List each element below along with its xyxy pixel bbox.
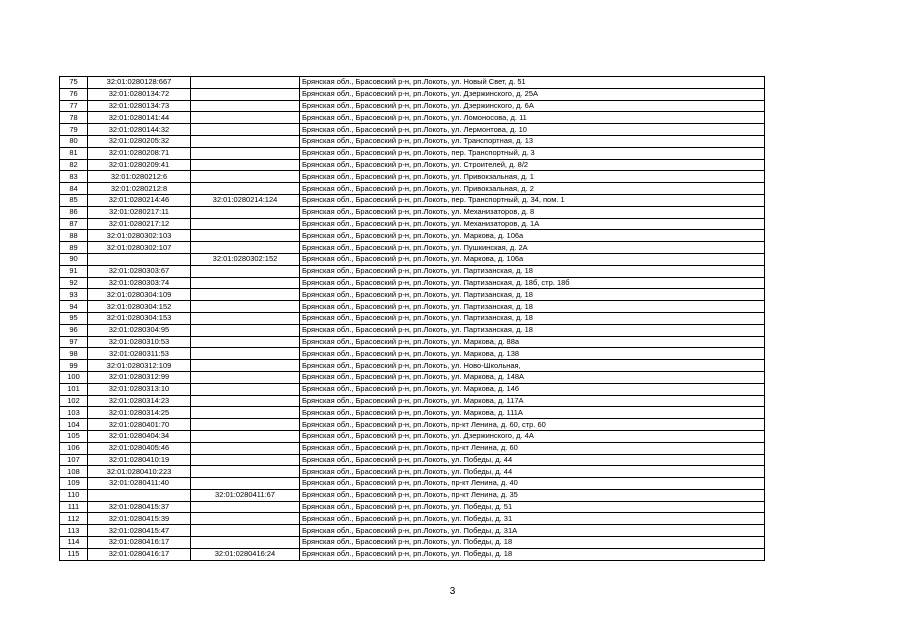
- row-number-cell: 93: [60, 289, 88, 301]
- land-cadastral-number-cell: 32:01:0280217:12: [88, 218, 191, 230]
- address-cell: Брянская обл., Брасовский р-н, рп.Локоть, ул. Пушкинская, д. 2А: [300, 242, 765, 254]
- land-cadastral-number-cell: 32:01:0280205:32: [88, 135, 191, 147]
- address-table: [59, 76, 765, 561]
- land-cadastral-number-cell: 32:01:0280411:40: [88, 478, 191, 490]
- address-cell: Брянская обл., Брасовский р-н, рп.Локоть, ул. Партизанская, д. 18: [300, 289, 765, 301]
- land-cadastral-number-cell: 32:01:0280311:53: [88, 348, 191, 360]
- row-number-cell: 77: [60, 100, 88, 112]
- address-cell: Брянская обл., Брасовский р-н, рп.Локоть, ул. Победы, д. 31А: [300, 525, 765, 537]
- land-cadastral-number-cell: 32:01:0280303:67: [88, 265, 191, 277]
- address-cell: Брянская обл., Брасовский р-н, рп.Локоть, ул. Строителей, д. 8/2: [300, 159, 765, 171]
- address-cell: Брянская обл., Брасовский р-н, рп.Локоть, ул. Партизанская, д. 18: [300, 312, 765, 324]
- table-row: [60, 218, 765, 230]
- land-cadastral-number-cell: 32:01:0280209:41: [88, 159, 191, 171]
- object-cadastral-number-cell: [191, 206, 300, 218]
- row-number-cell: 102: [60, 395, 88, 407]
- object-cadastral-number-cell: [191, 407, 300, 419]
- land-cadastral-number-cell: 32:01:0280405:46: [88, 442, 191, 454]
- table-row: [60, 501, 765, 513]
- row-number-cell: 80: [60, 135, 88, 147]
- table-row: [60, 430, 765, 442]
- row-number-cell: 107: [60, 454, 88, 466]
- row-number-cell: 91: [60, 265, 88, 277]
- row-number-cell: 115: [60, 548, 88, 560]
- row-number-cell: 101: [60, 383, 88, 395]
- table-row: [60, 277, 765, 289]
- address-cell: Брянская обл., Брасовский р-н, рп.Локоть, пр-кт Ленина, д. 60: [300, 442, 765, 454]
- row-number-cell: 96: [60, 324, 88, 336]
- row-number-cell: 105: [60, 430, 88, 442]
- address-cell: Брянская обл., Брасовский р-н, рп.Локоть, ул. Победы, д. 44: [300, 466, 765, 478]
- object-cadastral-number-cell: [191, 88, 300, 100]
- table-row: [60, 324, 765, 336]
- land-cadastral-number-cell: 32:01:0280214:46: [88, 194, 191, 206]
- object-cadastral-number-cell: [191, 371, 300, 383]
- address-cell: Брянская обл., Брасовский р-н, рп.Локоть, ул. Маркова, д. 106а: [300, 253, 765, 265]
- row-number-cell: 110: [60, 489, 88, 501]
- address-cell: Брянская обл., Брасовский р-н, рп.Локоть, ул. Механизаторов, д. 8: [300, 206, 765, 218]
- land-cadastral-number-cell: 32:01:0280410:19: [88, 454, 191, 466]
- address-cell: Брянская обл., Брасовский р-н, рп.Локоть, ул. Победы, д. 18: [300, 537, 765, 549]
- table-row: [60, 478, 765, 490]
- table-row: [60, 407, 765, 419]
- address-cell: Брянская обл., Брасовский р-н, рп.Локоть, ул. Ломоносова, д. 11: [300, 112, 765, 124]
- land-cadastral-number-cell: 32:01:0280302:103: [88, 230, 191, 242]
- object-cadastral-number-cell: [191, 348, 300, 360]
- row-number-cell: 81: [60, 147, 88, 159]
- row-number-cell: 82: [60, 159, 88, 171]
- land-cadastral-number-cell: 32:01:0280313:10: [88, 383, 191, 395]
- object-cadastral-number-cell: [191, 135, 300, 147]
- object-cadastral-number-cell: [191, 336, 300, 348]
- page-number: 3: [449, 586, 456, 597]
- address-cell: Брянская обл., Брасовский р-н, рп.Локоть, ул. Маркова, д. 117А: [300, 395, 765, 407]
- table-row: [60, 395, 765, 407]
- object-cadastral-number-cell: 32:01:0280416:24: [191, 548, 300, 560]
- object-cadastral-number-cell: [191, 159, 300, 171]
- address-cell: Брянская обл., Брасовский р-н, рп.Локоть, ул. Транспортная, д. 13: [300, 135, 765, 147]
- row-number-cell: 112: [60, 513, 88, 525]
- land-cadastral-number-cell: 32:01:0280212:6: [88, 171, 191, 183]
- row-number-cell: 97: [60, 336, 88, 348]
- table-row: [60, 206, 765, 218]
- land-cadastral-number-cell: 32:01:0280304:153: [88, 312, 191, 324]
- address-cell: Брянская обл., Брасовский р-н, рп.Локоть, пер. Транспортный, д. 3: [300, 147, 765, 159]
- row-number-cell: 88: [60, 230, 88, 242]
- row-number-cell: 86: [60, 206, 88, 218]
- row-number-cell: 89: [60, 242, 88, 254]
- land-cadastral-number-cell: 32:01:0280134:73: [88, 100, 191, 112]
- table-row: [60, 100, 765, 112]
- address-cell: Брянская обл., Брасовский р-н, рп.Локоть, ул. Партизанская, д. 18: [300, 301, 765, 313]
- object-cadastral-number-cell: [191, 525, 300, 537]
- table-body: [60, 77, 765, 561]
- address-cell: Брянская обл., Брасовский р-н, рп.Локоть, ул. Партизанская, д. 18: [300, 265, 765, 277]
- table-row: [60, 301, 765, 313]
- object-cadastral-number-cell: [191, 395, 300, 407]
- land-cadastral-number-cell: 32:01:0280134:72: [88, 88, 191, 100]
- address-cell: Брянская обл., Брасовский р-н, рп.Локоть, ул. Дзержинского, д. 4А: [300, 430, 765, 442]
- table-row: [60, 112, 765, 124]
- address-cell: Брянская обл., Брасовский р-н, рп.Локоть, ул. Ново-Школьная,: [300, 360, 765, 372]
- row-number-cell: 113: [60, 525, 88, 537]
- table-row: [60, 419, 765, 431]
- object-cadastral-number-cell: [191, 360, 300, 372]
- address-cell: Брянская обл., Брасовский р-н, рп.Локоть, ул. Партизанская, д. 18б, стр. 18б: [300, 277, 765, 289]
- row-number-cell: 78: [60, 112, 88, 124]
- address-cell: Брянская обл., Брасовский р-н, рп.Локоть, ул. Лермонтова, д. 10: [300, 124, 765, 136]
- land-cadastral-number-cell: 32:01:0280310:53: [88, 336, 191, 348]
- table-row: [60, 242, 765, 254]
- table-row: [60, 124, 765, 136]
- address-cell: Брянская обл., Брасовский р-н, рп.Локоть, ул. Партизанская, д. 18: [300, 324, 765, 336]
- land-cadastral-number-cell: 32:01:0280208:71: [88, 147, 191, 159]
- object-cadastral-number-cell: [191, 124, 300, 136]
- row-number-cell: 85: [60, 194, 88, 206]
- land-cadastral-number-cell: 32:01:0280304:109: [88, 289, 191, 301]
- table-row: [60, 548, 765, 560]
- address-cell: Брянская обл., Брасовский р-н, рп.Локоть, пер. Транспортный, д. 34, пом. 1: [300, 194, 765, 206]
- table-row: [60, 147, 765, 159]
- table-row: [60, 513, 765, 525]
- object-cadastral-number-cell: 32:01:0280411:67: [191, 489, 300, 501]
- land-cadastral-number-cell: 32:01:0280217:11: [88, 206, 191, 218]
- address-cell: Брянская обл., Брасовский р-н, рп.Локоть, ул. Маркова, д. 111А: [300, 407, 765, 419]
- land-cadastral-number-cell: 32:01:0280415:47: [88, 525, 191, 537]
- table-row: [60, 253, 765, 265]
- land-cadastral-number-cell: 32:01:0280302:107: [88, 242, 191, 254]
- row-number-cell: 87: [60, 218, 88, 230]
- address-cell: Брянская обл., Брасовский р-н, рп.Локоть, ул. Победы, д. 31: [300, 513, 765, 525]
- row-number-cell: 104: [60, 419, 88, 431]
- object-cadastral-number-cell: [191, 419, 300, 431]
- object-cadastral-number-cell: [191, 537, 300, 549]
- object-cadastral-number-cell: [191, 454, 300, 466]
- object-cadastral-number-cell: [191, 513, 300, 525]
- table-row: [60, 360, 765, 372]
- object-cadastral-number-cell: 32:01:0280214:124: [191, 194, 300, 206]
- land-cadastral-number-cell: 32:01:0280303:74: [88, 277, 191, 289]
- table-row: [60, 454, 765, 466]
- land-cadastral-number-cell: 32:01:0280312:109: [88, 360, 191, 372]
- land-cadastral-number-cell: 32:01:0280314:25: [88, 407, 191, 419]
- land-cadastral-number-cell: 32:01:0280401:70: [88, 419, 191, 431]
- object-cadastral-number-cell: [191, 171, 300, 183]
- row-number-cell: 98: [60, 348, 88, 360]
- object-cadastral-number-cell: 32:01:0280302:152: [191, 253, 300, 265]
- row-number-cell: 84: [60, 183, 88, 195]
- row-number-cell: 108: [60, 466, 88, 478]
- row-number-cell: 103: [60, 407, 88, 419]
- table-row: [60, 135, 765, 147]
- row-number-cell: 106: [60, 442, 88, 454]
- table-row: [60, 171, 765, 183]
- object-cadastral-number-cell: [191, 218, 300, 230]
- object-cadastral-number-cell: [191, 265, 300, 277]
- object-cadastral-number-cell: [191, 289, 300, 301]
- row-number-cell: 79: [60, 124, 88, 136]
- object-cadastral-number-cell: [191, 466, 300, 478]
- object-cadastral-number-cell: [191, 183, 300, 195]
- address-cell: Брянская обл., Брасовский р-н, рп.Локоть, ул. Маркова, д. 106а: [300, 230, 765, 242]
- object-cadastral-number-cell: [191, 277, 300, 289]
- table-row: [60, 489, 765, 501]
- table-row: [60, 88, 765, 100]
- land-cadastral-number-cell: 32:01:0280416:17: [88, 548, 191, 560]
- table-row: [60, 442, 765, 454]
- land-cadastral-number-cell: [88, 489, 191, 501]
- object-cadastral-number-cell: [191, 147, 300, 159]
- table-row: [60, 466, 765, 478]
- object-cadastral-number-cell: [191, 112, 300, 124]
- object-cadastral-number-cell: [191, 383, 300, 395]
- row-number-cell: 99: [60, 360, 88, 372]
- row-number-cell: 109: [60, 478, 88, 490]
- land-cadastral-number-cell: 32:01:0280144:32: [88, 124, 191, 136]
- row-number-cell: 100: [60, 371, 88, 383]
- land-cadastral-number-cell: 32:01:0280415:39: [88, 513, 191, 525]
- table-row: [60, 336, 765, 348]
- object-cadastral-number-cell: [191, 442, 300, 454]
- address-cell: Брянская обл., Брасовский р-н, рп.Локоть, ул. Привокзальная, д. 1: [300, 171, 765, 183]
- address-cell: Брянская обл., Брасовский р-н, рп.Локоть, ул. Победы, д. 51: [300, 501, 765, 513]
- object-cadastral-number-cell: [191, 230, 300, 242]
- object-cadastral-number-cell: [191, 501, 300, 513]
- row-number-cell: 83: [60, 171, 88, 183]
- table-row: [60, 265, 765, 277]
- table-row: [60, 525, 765, 537]
- row-number-cell: 75: [60, 77, 88, 89]
- land-cadastral-number-cell: 32:01:0280304:152: [88, 301, 191, 313]
- object-cadastral-number-cell: [191, 242, 300, 254]
- address-cell: Брянская обл., Брасовский р-н, рп.Локоть, ул. Новый Свет, д. 51: [300, 77, 765, 89]
- table-row: [60, 194, 765, 206]
- row-number-cell: 76: [60, 88, 88, 100]
- object-cadastral-number-cell: [191, 312, 300, 324]
- table-row: [60, 312, 765, 324]
- row-number-cell: 111: [60, 501, 88, 513]
- row-number-cell: 90: [60, 253, 88, 265]
- land-cadastral-number-cell: 32:01:0280304:95: [88, 324, 191, 336]
- address-cell: Брянская обл., Брасовский р-н, рп.Локоть, ул. Дзержинского, д. 6А: [300, 100, 765, 112]
- land-cadastral-number-cell: 32:01:0280410:223: [88, 466, 191, 478]
- address-cell: Брянская обл., Брасовский р-н, рп.Локоть, пр-кт Ленина, д. 60, стр. 60: [300, 419, 765, 431]
- land-cadastral-number-cell: [88, 253, 191, 265]
- address-cell: Брянская обл., Брасовский р-н, рп.Локоть, ул. Привокзальная, д. 2: [300, 183, 765, 195]
- table-row: [60, 371, 765, 383]
- table-row: [60, 383, 765, 395]
- row-number-cell: 95: [60, 312, 88, 324]
- land-cadastral-number-cell: 32:01:0280314:23: [88, 395, 191, 407]
- address-cell: Брянская обл., Брасовский р-н, рп.Локоть, пр-кт Ленина, д. 40: [300, 478, 765, 490]
- address-cell: Брянская обл., Брасовский р-н, рп.Локоть, ул. Маркова, д. 146: [300, 383, 765, 395]
- address-cell: Брянская обл., Брасовский р-н, рп.Локоть, ул. Победы, д. 44: [300, 454, 765, 466]
- object-cadastral-number-cell: [191, 100, 300, 112]
- address-cell: Брянская обл., Брасовский р-н, рп.Локоть, ул. Маркова, д. 148А: [300, 371, 765, 383]
- land-cadastral-number-cell: 32:01:0280416:17: [88, 537, 191, 549]
- land-cadastral-number-cell: 32:01:0280404:34: [88, 430, 191, 442]
- address-cell: Брянская обл., Брасовский р-н, рп.Локоть, ул. Механизаторов, д. 1А: [300, 218, 765, 230]
- row-number-cell: 94: [60, 301, 88, 313]
- table-row: [60, 77, 765, 89]
- object-cadastral-number-cell: [191, 301, 300, 313]
- object-cadastral-number-cell: [191, 77, 300, 89]
- table-row: [60, 183, 765, 195]
- address-cell: Брянская обл., Брасовский р-н, рп.Локоть, ул. Маркова, д. 138: [300, 348, 765, 360]
- row-number-cell: 92: [60, 277, 88, 289]
- address-cell: Брянская обл., Брасовский р-н, рп.Локоть, ул. Победы, д. 18: [300, 548, 765, 560]
- land-cadastral-number-cell: 32:01:0280212:8: [88, 183, 191, 195]
- table-row: [60, 289, 765, 301]
- table-row: [60, 159, 765, 171]
- object-cadastral-number-cell: [191, 324, 300, 336]
- row-number-cell: 114: [60, 537, 88, 549]
- address-cell: Брянская обл., Брасовский р-н, рп.Локоть, ул. Маркова, д. 88а: [300, 336, 765, 348]
- object-cadastral-number-cell: [191, 430, 300, 442]
- table-row: [60, 537, 765, 549]
- address-cell: Брянская обл., Брасовский р-н, рп.Локоть, ул. Дзержинского, д. 25А: [300, 88, 765, 100]
- object-cadastral-number-cell: [191, 478, 300, 490]
- address-cell: Брянская обл., Брасовский р-н, рп.Локоть, пр-кт Ленина, д. 35: [300, 489, 765, 501]
- land-cadastral-number-cell: 32:01:0280312:99: [88, 371, 191, 383]
- table-row: [60, 230, 765, 242]
- land-cadastral-number-cell: 32:01:0280141:44: [88, 112, 191, 124]
- land-cadastral-number-cell: 32:01:0280128:667: [88, 77, 191, 89]
- table-row: [60, 348, 765, 360]
- land-cadastral-number-cell: 32:01:0280415:37: [88, 501, 191, 513]
